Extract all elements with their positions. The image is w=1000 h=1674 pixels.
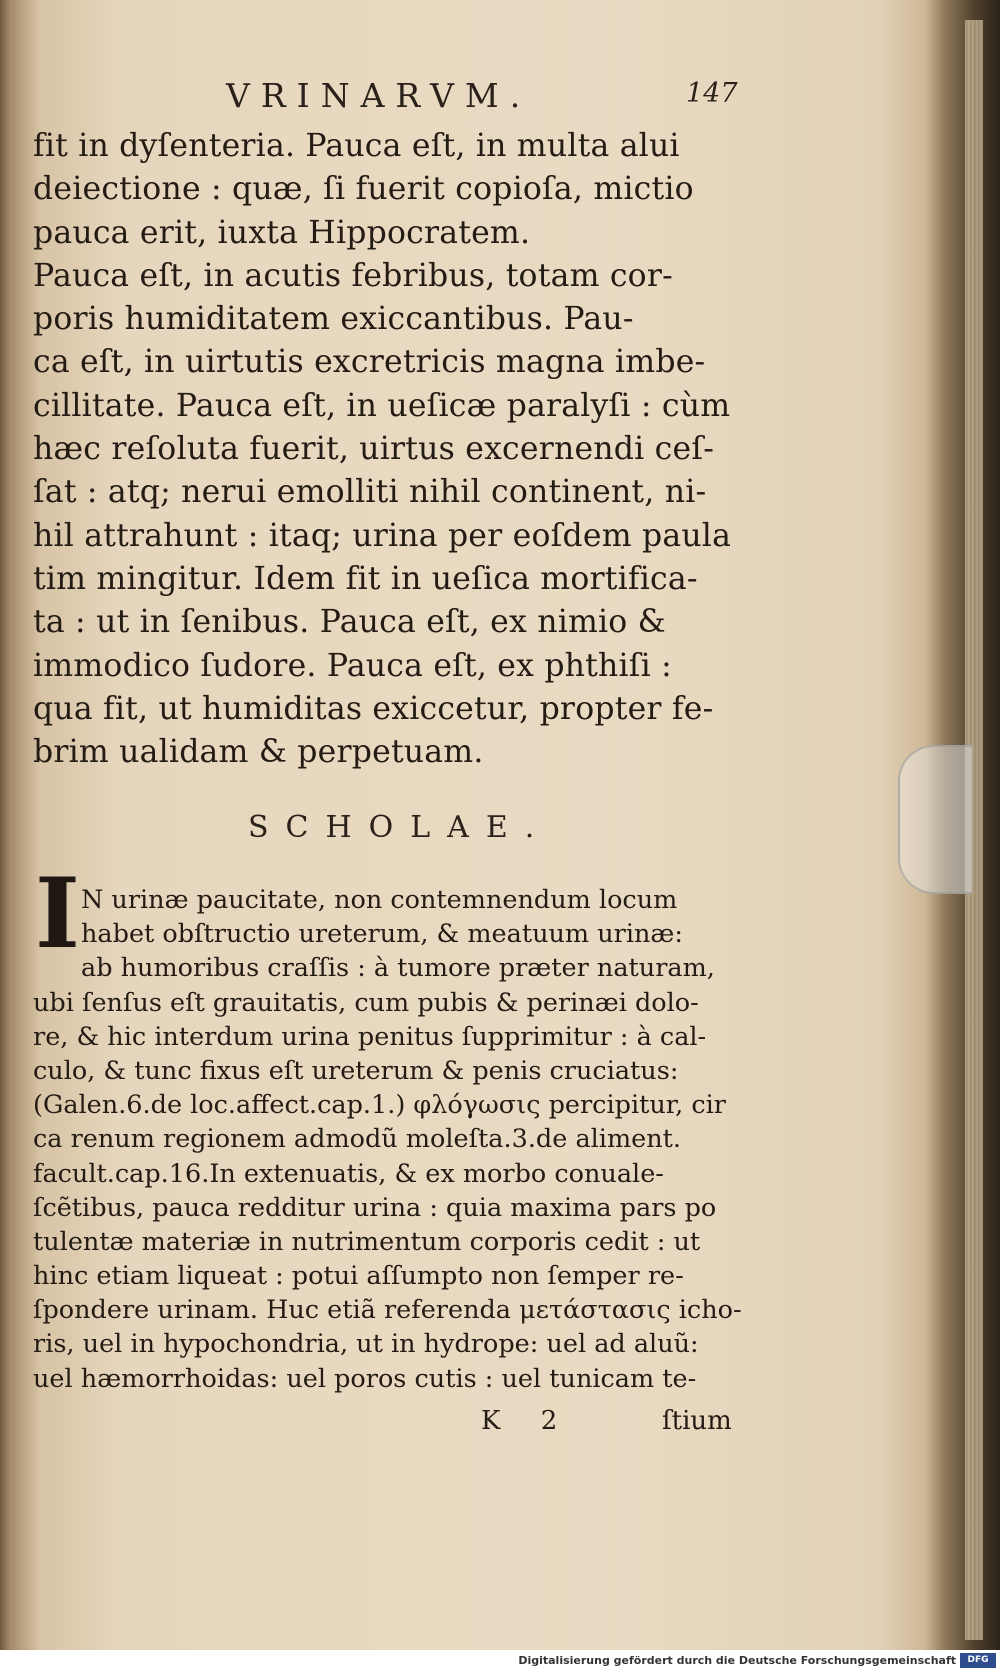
scholia-line: facult.cap.16.In extenuatis, & ex morbo conuale- bbox=[33, 1158, 664, 1189]
text-line: pauca erit, iuxta Hippocratem. bbox=[33, 214, 531, 251]
footer-credit: Digitalisierung gefördert durch die Deutsche Forschungsgemeinschaft bbox=[518, 1654, 956, 1667]
dfg-logo: DFG bbox=[960, 1653, 996, 1668]
text-line: tim mingitur. Idem fit in ueſica mortifica- bbox=[33, 560, 698, 597]
text-line: Pauca eſt, in acutis febribus, totam cor- bbox=[33, 257, 673, 294]
text-line: cillitate. Pauca eſt, in ueſicæ paralyſi : cùm bbox=[33, 387, 731, 424]
drop-cap-initial: I bbox=[35, 857, 80, 970]
scholia-line: ab humoribus craſſis : à tumore præter naturam, bbox=[81, 953, 715, 984]
scholia-line: ſcẽtibus, pauca redditur urina : quia maxima pars po bbox=[33, 1192, 717, 1223]
text-line: immodico ſudore. Pauca eſt, ex phthiſi : bbox=[33, 647, 672, 684]
text-line: poris humiditatem exiccantibus. Pau- bbox=[33, 301, 634, 338]
signature-mark: K 2 bbox=[481, 1406, 574, 1436]
scholia-line: (Galen.6.de loc.affect.cap.1.) φλόγωσις percipitur, cir bbox=[33, 1090, 726, 1121]
text-line: fit in dyſenteria. Pauca eſt, in multa alui bbox=[33, 128, 680, 164]
scholia-line: ca renum regionem admodũ moleſta.3.de aliment. bbox=[33, 1124, 682, 1155]
scholia-line: re, & hic interdum urina penitus ſupprimitur : à cal- bbox=[33, 1021, 707, 1052]
scholia-line: habet obſtructio ureterum, & meatuum urinæ: bbox=[81, 919, 683, 950]
text-line: ca eſt, in uirtutis excretricis magna imbe- bbox=[33, 344, 706, 381]
scholia-line: tulentæ materiæ in nutrimentum corporis cedit : ut bbox=[33, 1226, 701, 1257]
running-head-title: VRINARVM. bbox=[226, 76, 532, 115]
scholia-line: ris, uel in hypochondria, ut in hydrope: uel ad aluũ: bbox=[33, 1329, 699, 1360]
scholia-line: hinc etiam liqueat : potui aſſumpto non ſemper re- bbox=[33, 1261, 684, 1292]
text-line: ta : ut in ſenibus. Pauca eſt, ex nimio & bbox=[33, 604, 666, 641]
text-line: qua fit, ut humiditas exiccetur, propter fe- bbox=[33, 690, 714, 727]
scholia-line: uel hæmorrhoidas: uel poros cutis : uel tunicam te- bbox=[33, 1363, 697, 1394]
scholia-line: N urinæ paucitate, non contemnendum locum bbox=[81, 885, 678, 915]
footer-bar bbox=[0, 1650, 1000, 1674]
text-line: hil attrahunt : itaq; urina per eoſdem paula bbox=[33, 517, 732, 554]
text-line: deiectione : quæ, ſi fuerit copioſa, mictio bbox=[33, 171, 694, 208]
text-line: ſat : atq; nerui emolliti nihil continent, ni- bbox=[33, 474, 707, 511]
text-line: brim ualidam & perpetuam. bbox=[33, 734, 484, 771]
section-heading: SCHOLAE. bbox=[248, 810, 552, 845]
page-clip bbox=[898, 745, 972, 894]
catchword: ſtium bbox=[662, 1406, 732, 1436]
running-head bbox=[0, 76, 1000, 116]
scholia-text bbox=[33, 883, 742, 1396]
text-line: hæc reſoluta fuerit, uirtus excernendi ceſ- bbox=[33, 431, 715, 468]
scholia-line: ubi ſenſus eſt grauitatis, cum pubis & perinæi dolo- bbox=[33, 987, 699, 1018]
main-text bbox=[33, 125, 733, 774]
page-foot bbox=[0, 1406, 1000, 1446]
scholia-line: ſpondere urinam. Huc etiã referenda μετάστασις icho- bbox=[33, 1295, 742, 1326]
page-number: 147 bbox=[686, 78, 738, 109]
scholia-line: culo, & tunc fixus eſt ureterum & penis cruciatus: bbox=[33, 1055, 679, 1086]
